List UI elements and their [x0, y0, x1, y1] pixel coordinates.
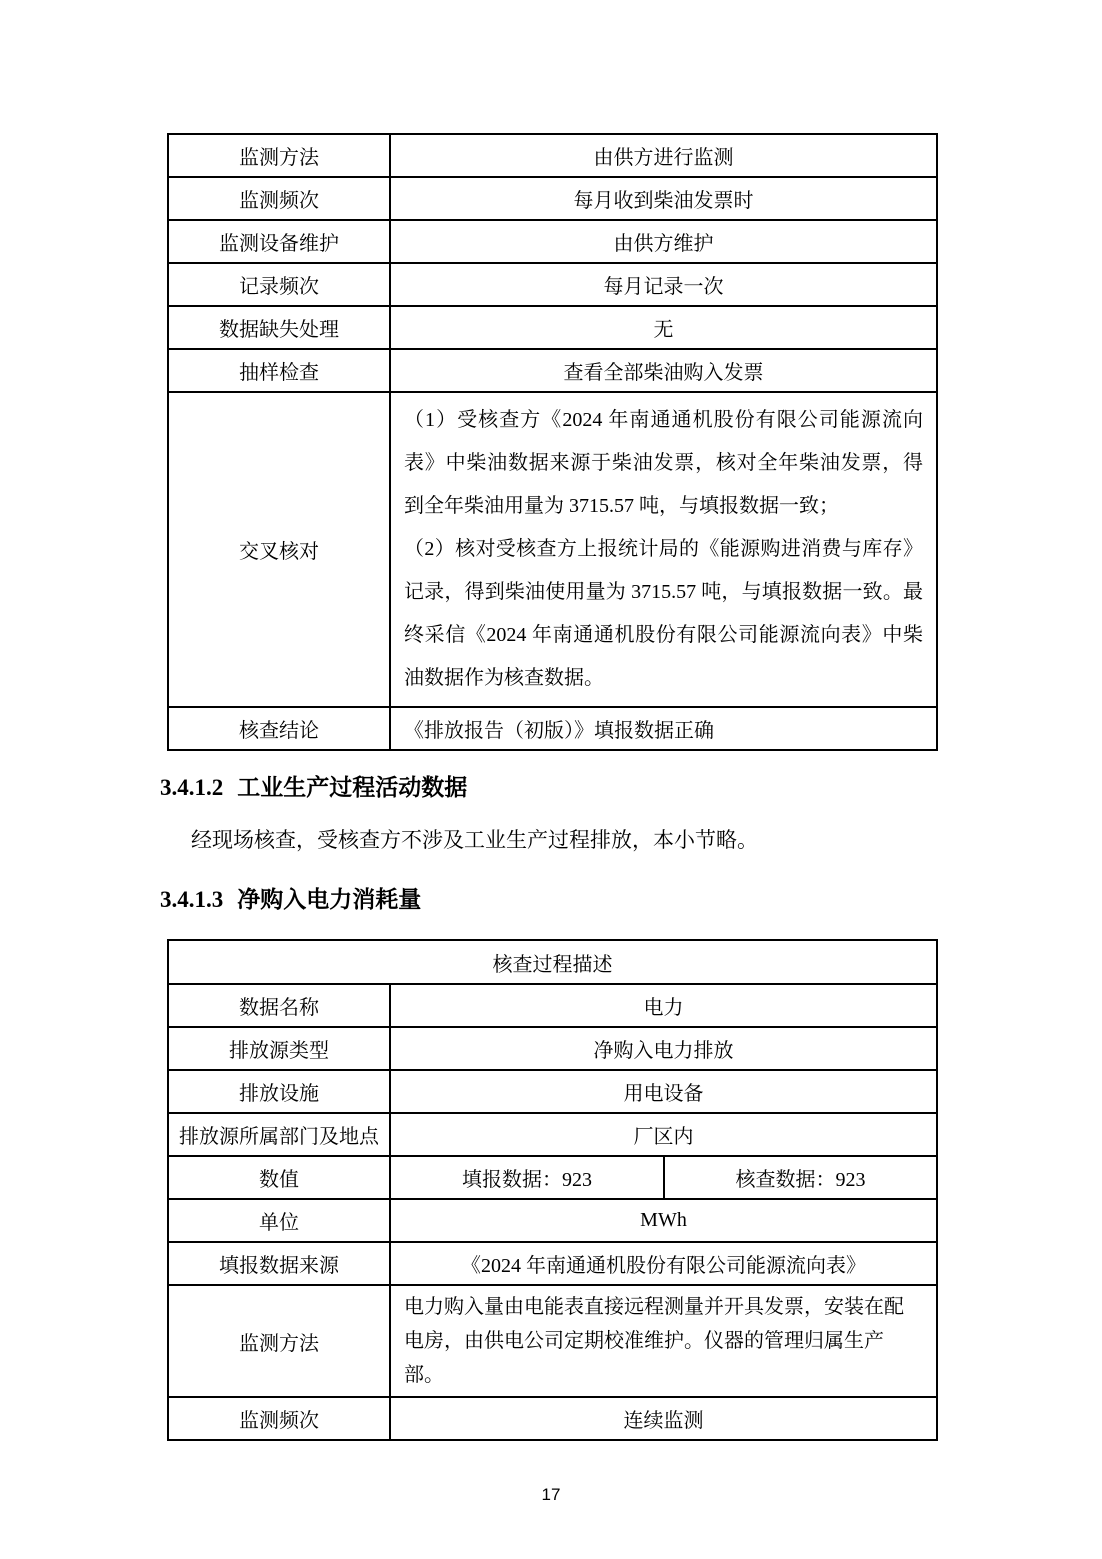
section-number: 3.4.1.2 [160, 775, 224, 800]
row-label: 数据名称 [168, 984, 390, 1027]
row-value: 电力购入量由电能表直接远程测量并开具发票，安装在配电房，由供电公司定期校准维护。仪器的管理归属生产部。 [390, 1285, 937, 1397]
table-row [168, 1027, 937, 1070]
table-row [168, 984, 937, 1027]
row-label: 交叉核对 [168, 392, 390, 707]
row-value: 每月收到柴油发票时 [390, 177, 937, 220]
table-row-conclusion [168, 707, 937, 750]
table-row [168, 306, 937, 349]
row-value: 每月记录一次 [390, 263, 937, 306]
table-row [168, 177, 937, 220]
row-value: 由供方维护 [390, 220, 937, 263]
row-label: 核查结论 [168, 707, 390, 750]
row-value: 电力 [390, 984, 937, 1027]
row-value: 由供方进行监测 [390, 134, 937, 177]
table-row-monitoring-method [168, 1285, 937, 1397]
diesel-verification-table [167, 133, 938, 751]
power-verification-table [167, 939, 938, 1441]
cross-check-paragraph-2: （2）核对受核查方上报统计局的《能源购进消费与库存》记录，得到柴油使用量为 3715.57 吨，与填报数据一致。最终采信《2024 年南通通机股份有限公司能源流向表》中柴油数据作为核查数据。 [404, 538, 923, 689]
verified-value: 核查数据：923 [664, 1156, 937, 1199]
row-label: 监测频次 [168, 177, 390, 220]
row-value: 厂区内 [390, 1113, 937, 1156]
row-label: 单位 [168, 1199, 390, 1242]
table-header: 核查过程描述 [168, 940, 937, 984]
cross-check-text [390, 392, 937, 707]
row-label: 排放设施 [168, 1070, 390, 1113]
table-row [168, 1070, 937, 1113]
row-label: 监测方法 [168, 134, 390, 177]
section-body-3412: 经现场核查，受核查方不涉及工业生产过程排放，本小节略。 [191, 828, 758, 852]
section-heading-3413 [160, 885, 1102, 915]
table-header-row [168, 940, 937, 984]
table-row [168, 1242, 937, 1285]
row-label: 排放源类型 [168, 1027, 390, 1070]
cross-check-paragraph-1: （1）受核查方《2024 年南通通机股份有限公司能源流向表》中柴油数据来源于柴油发票，核对全年柴油发票，得到全年柴油用量为 3715.57 吨，与填报数据一致； [404, 409, 923, 517]
table-row [168, 1199, 937, 1242]
row-value: MWh [390, 1199, 937, 1242]
row-label: 记录频次 [168, 263, 390, 306]
reported-value: 填报数据：923 [390, 1156, 664, 1199]
row-value: 连续监测 [390, 1397, 937, 1440]
table-row-values [168, 1156, 937, 1199]
row-label: 监测频次 [168, 1397, 390, 1440]
section-title: 净购入电力消耗量 [237, 887, 422, 912]
row-value: 净购入电力排放 [390, 1027, 937, 1070]
table-row [168, 263, 937, 306]
section-number: 3.4.1.3 [160, 887, 224, 912]
table-row [168, 134, 937, 177]
table-row-cross-check [168, 392, 937, 707]
row-label: 监测设备维护 [168, 220, 390, 263]
row-value: 用电设备 [390, 1070, 937, 1113]
row-label: 数据缺失处理 [168, 306, 390, 349]
row-label: 抽样检查 [168, 349, 390, 392]
row-label: 排放源所属部门及地点 [168, 1113, 390, 1156]
table-row [168, 349, 937, 392]
table-row [168, 220, 937, 263]
section-heading-3412 [160, 773, 1102, 803]
section-title: 工业生产过程活动数据 [237, 775, 468, 800]
row-label: 填报数据来源 [168, 1242, 390, 1285]
row-value: 《2024 年南通通机股份有限公司能源流向表》 [390, 1242, 937, 1285]
row-value: 无 [390, 306, 937, 349]
row-value: 《排放报告（初版）》填报数据正确 [390, 707, 937, 750]
page-number: 17 [541, 1485, 561, 1504]
row-value: 查看全部柴油购入发票 [390, 349, 937, 392]
table-row [168, 1113, 937, 1156]
row-label: 数值 [168, 1156, 390, 1199]
row-label: 监测方法 [168, 1285, 390, 1397]
table-row [168, 1397, 937, 1440]
